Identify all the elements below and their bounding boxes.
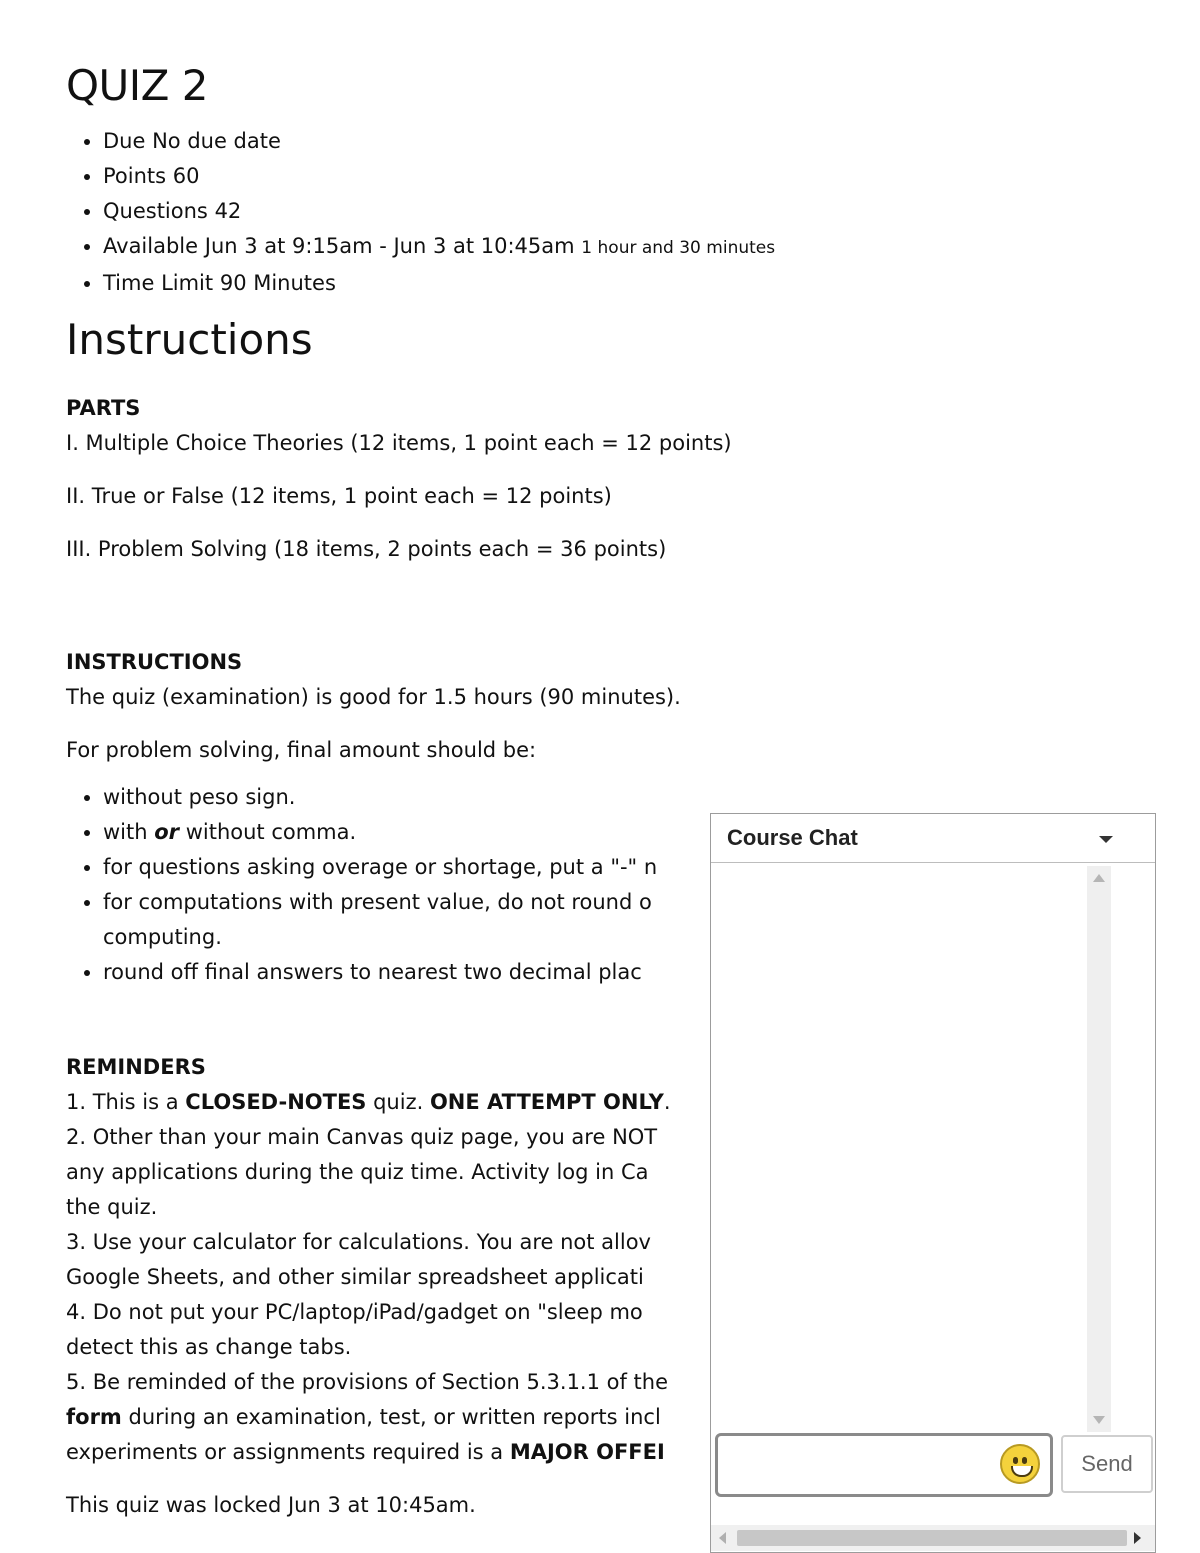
meta-due [103,124,1166,159]
reminder-4-line: 4. Do not put your PC/laptop/iPad/gadget on "sleep mo [66,1300,643,1324]
instructions-label: INSTRUCTIONS [66,650,243,674]
reminder-bold: CLOSED-NOTES [185,1090,367,1114]
problem-solving-intro: For problem solving, final amount should be: [66,738,537,762]
part-item: I. Multiple Choice Theories (12 items, 1 point each = 12 points) [66,431,732,455]
meta-label: Due [103,129,146,153]
reminder-text: experiments or assignments required is a [66,1440,510,1464]
scroll-left-arrow-icon[interactable] [719,1532,726,1544]
meta-value: 60 [172,164,200,188]
reminder-bold: form [66,1405,122,1429]
course-chat-panel [710,813,1156,1553]
parts-label: PARTS [66,396,141,420]
meta-duration: 1 hour and 30 minutes [581,238,776,258]
reminder-3-line: 3. Use your calculator for calculations. You are not allov [66,1230,651,1254]
reminders-label: REMINDERS [66,1055,206,1079]
list-text: with [103,820,155,844]
meta-label: Points [103,164,167,188]
duration-text: The quiz (examination) is good for 1.5 hours (90 minutes). [66,685,681,709]
reminder-text: quiz. [366,1090,430,1114]
emoji-icon[interactable] [1000,1444,1040,1484]
meta-label: Time Limit [103,271,214,295]
reminder-5-line: 5. Be reminded of the provisions of Section 5.3.1.1 of the [66,1370,669,1394]
meta-time-limit [103,266,1166,301]
list-item: • for questions asking overage or shortage, put a "-" n [103,850,1166,885]
part-item: II. True or False (12 items, 1 point each = 12 points) [66,484,612,508]
reminder-3-line: Google Sheets, and other similar spreadsheet applicati [66,1265,644,1289]
quiz-meta-list [66,124,1166,301]
list-text: for computations with present value, do not round o [103,890,652,914]
spacer [66,585,1166,645]
instructions-heading: Instructions [66,315,313,364]
scroll-down-arrow-icon[interactable] [1093,1416,1105,1424]
emphasis-or: or [154,820,180,844]
scroll-up-arrow-icon[interactable] [1093,874,1105,882]
list-item: • without peso sign. [103,780,1166,815]
reminder-text: 1. This is a [66,1090,186,1114]
chat-vertical-scrollbar[interactable] [1087,866,1111,1432]
reminder-text: during an examination, test, or written reports incl [121,1405,661,1429]
chat-title: Course Chat [727,825,858,850]
part-item: III. Problem Solving (18 items, 2 points each = 36 points) [66,537,667,561]
emoji-eye [1022,1457,1027,1464]
meta-value: No due date [152,129,281,153]
meta-label: Available [103,234,199,258]
list-text: without comma. [179,820,357,844]
scrollbar-thumb[interactable] [737,1530,1127,1546]
meta-value: 90 Minutes [219,271,336,295]
chat-header[interactable] [711,814,1155,863]
list-item: • round off final answers to nearest two decimal plac [103,955,1166,990]
meta-value: Jun 3 at 9:15am - Jun 3 at 10:45am [204,234,575,258]
meta-label: Questions [103,199,208,223]
chevron-down-icon[interactable] [1099,836,1113,843]
chat-horizontal-scrollbar[interactable] [711,1525,1155,1551]
emoji-mouth [1011,1466,1033,1477]
send-button[interactable]: Send [1061,1435,1153,1493]
reminder-2-line: any applications during the quiz time. Activity log in Ca [66,1160,649,1184]
meta-available [103,229,1166,266]
chat-input-box[interactable] [715,1433,1053,1497]
locked-notice: This quiz was locked Jun 3 at 10:45am. [66,1493,476,1517]
list-text: computing. [103,925,222,949]
chat-message-input[interactable] [718,1436,1008,1492]
emoji-eye [1013,1457,1018,1464]
scroll-right-arrow-icon[interactable] [1134,1532,1141,1544]
page-title: QUIZ 2 [66,61,209,110]
reminder-text: . [663,1090,671,1114]
reminder-2-line: 2. Other than your main Canvas quiz page, you are NOT [66,1125,658,1149]
reminder-bold: MAJOR OFFEI [509,1440,665,1464]
meta-questions [103,194,1166,229]
meta-value: 42 [214,199,242,223]
reminder-4-line: detect this as change tabs. [66,1335,352,1359]
reminder-2-line: the quiz. [66,1195,158,1219]
meta-points [103,159,1166,194]
reminder-bold: ONE ATTEMPT ONLY [429,1090,664,1114]
